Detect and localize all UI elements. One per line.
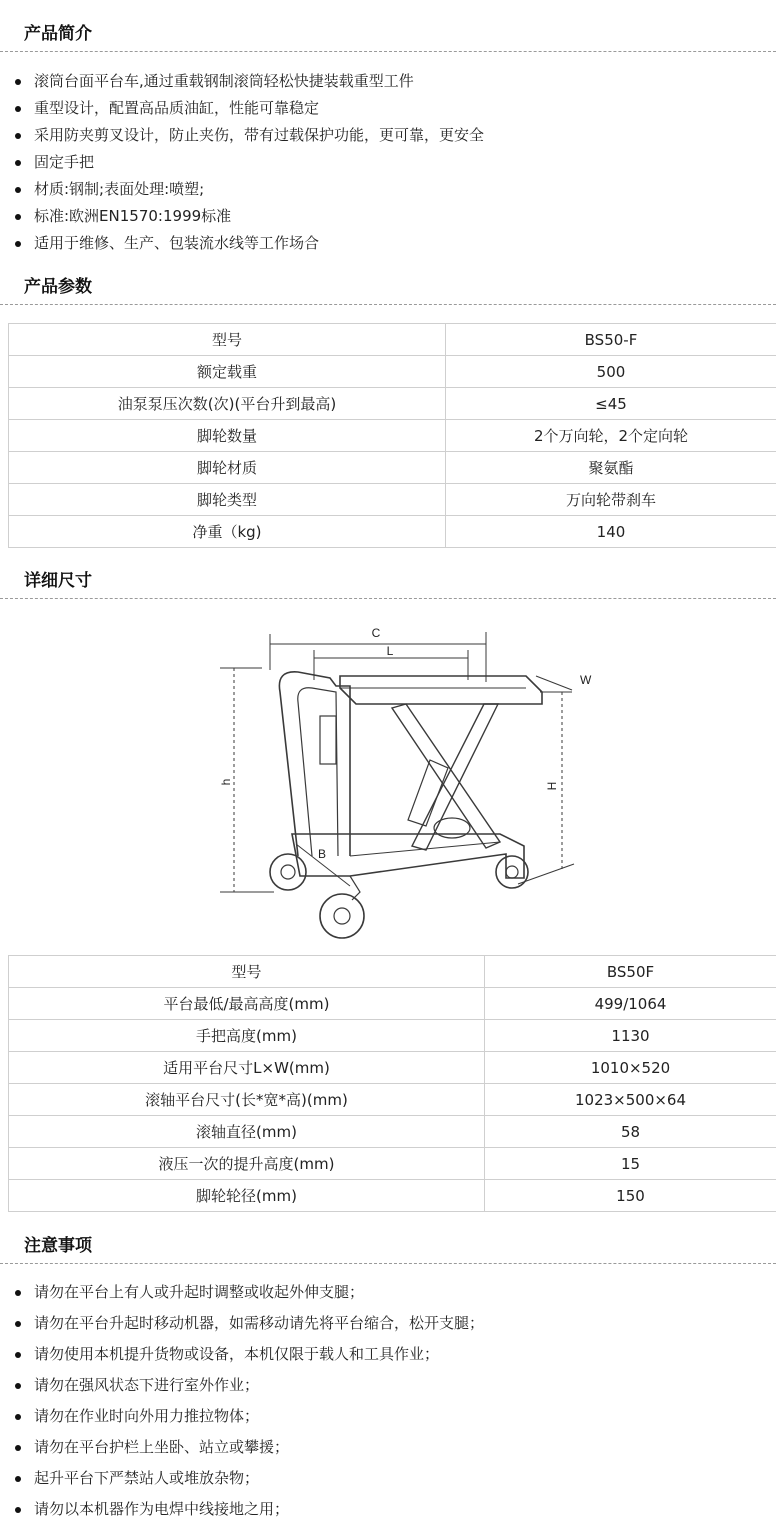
dim-value: 1010×520 [485,1052,776,1084]
label-big-h: H [545,781,559,791]
dim-label: 型号 [9,956,485,988]
table-row [9,1084,776,1116]
param-value: ≤45 [446,388,776,420]
param-label: 脚轮类型 [9,484,446,516]
lift-table-diagram [200,620,610,945]
intro-item: 标准:欧洲EN1570:1999标准 [0,203,776,230]
table-row [9,356,776,388]
intro-item: 适用于维修、生产、包装流水线等工作场合 [0,230,776,257]
intro-item: 固定手把 [0,149,776,176]
table-row [9,1148,776,1180]
table-row [9,1020,776,1052]
params-section-title [0,269,776,305]
rear-caster [270,854,306,890]
table-row [9,452,776,484]
params-title: 产品参数 [24,277,92,297]
param-value: 500 [446,356,776,388]
handle [279,672,350,856]
param-label: 油泵泵压次数(次)(平台升到最高) [9,388,446,420]
table-row [9,324,776,356]
dim-label: 平台最低/最高高度(mm) [9,988,485,1020]
dim-value: 1023×500×64 [485,1084,776,1116]
dimensions-section-title [0,563,776,599]
param-value: 140 [446,516,776,548]
dim-value: 58 [485,1116,776,1148]
dim-value: 499/1064 [485,988,776,1020]
params-table [8,323,776,548]
scissor-arm-a [392,704,500,848]
note-item: 请勿在作业时向外用力推拉物体； [0,1401,776,1432]
dim-value: 1130 [485,1020,776,1052]
intro-item: 重型设计，配置高品质油缸，性能可靠稳定 [0,95,776,122]
note-item: 请勿在强风状态下进行室外作业； [0,1370,776,1401]
param-label: 脚轮数量 [9,420,446,452]
dim-label: 滚轴平台尺寸(长*宽*高)(mm) [9,1084,485,1116]
intro-section-title [0,16,776,52]
note-item: 请勿使用本机提升货物或设备，本机仅限于载人和工具作业； [0,1339,776,1370]
param-label: 额定载重 [9,356,446,388]
dim-label: 液压一次的提升高度(mm) [9,1148,485,1180]
param-value: BS50-F [446,324,776,356]
table-row [9,1116,776,1148]
dim-label: 脚轮轮径(mm) [9,1180,485,1212]
note-item: 起升平台下严禁站人或堆放杂物； [0,1463,776,1494]
label-l: L [386,644,394,658]
note-item: 请勿在平台上有人或升起时调整或收起外伸支腿； [0,1277,776,1308]
pump-box [320,716,336,764]
intro-title: 产品简介 [24,24,92,44]
table-row [9,956,776,988]
front-caster [320,894,364,938]
intro-item: 采用防夹剪叉设计，防止夹伤，带有过载保护功能，更可靠，更安全 [0,122,776,149]
base-frame [292,834,524,878]
note-item: 请勿在平台护栏上坐卧、站立或攀援； [0,1432,776,1463]
label-b: B [318,847,327,861]
dim-label: 手把高度(mm) [9,1020,485,1052]
table-row [9,1180,776,1212]
dim-value: 15 [485,1148,776,1180]
table-row [9,1052,776,1084]
dim-label: 滚轴直径(mm) [9,1116,485,1148]
table-row [9,516,776,548]
notes-title: 注意事项 [24,1236,92,1256]
table-row [9,484,776,516]
table-row [9,988,776,1020]
intro-list [0,68,776,257]
notes-list [0,1277,776,1525]
label-w: W [580,673,592,687]
notes-section-title [0,1228,776,1264]
dimensions-table [8,955,776,1212]
intro-item: 滚筒台面平台车,通过重载钢制滚筒轻松快捷装载重型工件 [0,68,776,95]
intro-item: 材质:钢制;表面处理:喷塑; [0,176,776,203]
param-label: 净重（kg) [9,516,446,548]
label-h: h [219,778,233,786]
note-item: 请勿以本机器作为电焊中线接地之用； [0,1494,776,1525]
table-row [9,420,776,452]
param-value: 聚氨酯 [446,452,776,484]
param-label: 脚轮材质 [9,452,446,484]
platform [340,676,542,704]
dim-line-w [536,676,572,690]
param-label: 型号 [9,324,446,356]
dim-value: BS50F [485,956,776,988]
table-row [9,388,776,420]
dim-label: 适用平台尺寸L×W(mm) [9,1052,485,1084]
dim-value: 150 [485,1180,776,1212]
label-c: C [371,626,381,640]
param-value: 2个万向轮，2个定向轮 [446,420,776,452]
dimensions-title: 详细尺寸 [24,571,92,591]
note-item: 请勿在平台升起时移动机器，如需移动请先将平台缩合，松开支腿； [0,1308,776,1339]
param-value: 万向轮带刹车 [446,484,776,516]
